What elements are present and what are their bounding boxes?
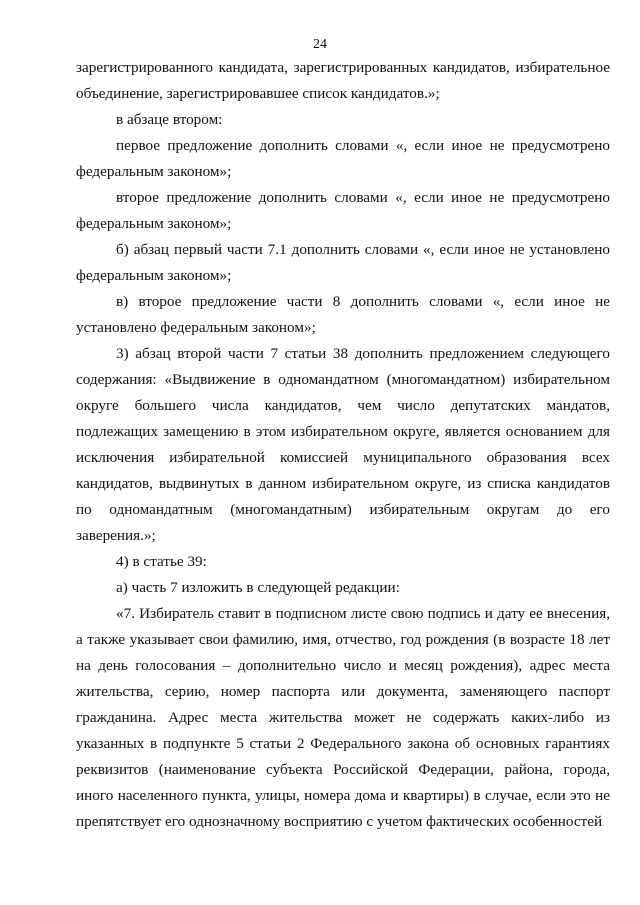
- paragraph-1: зарегистрированного кандидата, зарегистрированных кандидатов, избирательное объединение, зарегистрировавшее список кандидатов.»;: [76, 59, 610, 102]
- page-number: 24: [313, 37, 327, 52]
- paragraph-2: в абзаце втором:: [116, 111, 223, 128]
- document-body: [76, 55, 610, 835]
- paragraph-6: в) второе предложение части 8 дополнить словами «, если иное не установлено федеральным законом»;: [76, 293, 610, 336]
- paragraph-5: б) абзац первый части 7.1 дополнить словами «, если иное не установлено федеральным законом»;: [76, 241, 610, 284]
- paragraph-8: 4) в статье 39:: [116, 553, 207, 570]
- paragraph-3: первое предложение дополнить словами «, если иное не предусмотрено федеральным законом»;: [76, 137, 610, 180]
- paragraph-7: 3) абзац второй части 7 статьи 38 дополнить предложением следующего содержания: «Выдвижение в одномандатном (многомандатном) избирательном округе большего числа кандидатов, чем число депутатских мандатов, подлежащих замещению в этом избирательном округе, является основанием для исключения избирательной комиссией муниципального образования всех кандидатов, выдвинутых в данном избирательном округе, из списка кандидатов по одномандатным (многомандатным) избирательным округам до его заверения.»;: [76, 345, 610, 544]
- paragraph-10: «7. Избиратель ставит в подписном листе свою подпись и дату ее внесения, а также указывает свои фамилию, имя, отчество, год рождения (в возрасте 18 лет на день голосования – дополнительно число и месяц рождения), адрес места жительства, серию, номер паспорта или документа, заменяющего паспорт гражданина. Адрес места жительства может не содержать каких-либо из указанных в подпункте 5 статьи 2 Федерального закона об основных гарантиях реквизитов (наименование субъекта Российской Федерации, района, города, иного населенного пункта, улицы, номера дома и квартиры) в случае, если это не препятствует его однозначному восприятию с учетом фактических особенностей: [76, 605, 610, 830]
- paragraph-4: второе предложение дополнить словами «, если иное не предусмотрено федеральным законом»;: [76, 189, 610, 232]
- paragraph-9: а) часть 7 изложить в следующей редакции:: [116, 579, 400, 596]
